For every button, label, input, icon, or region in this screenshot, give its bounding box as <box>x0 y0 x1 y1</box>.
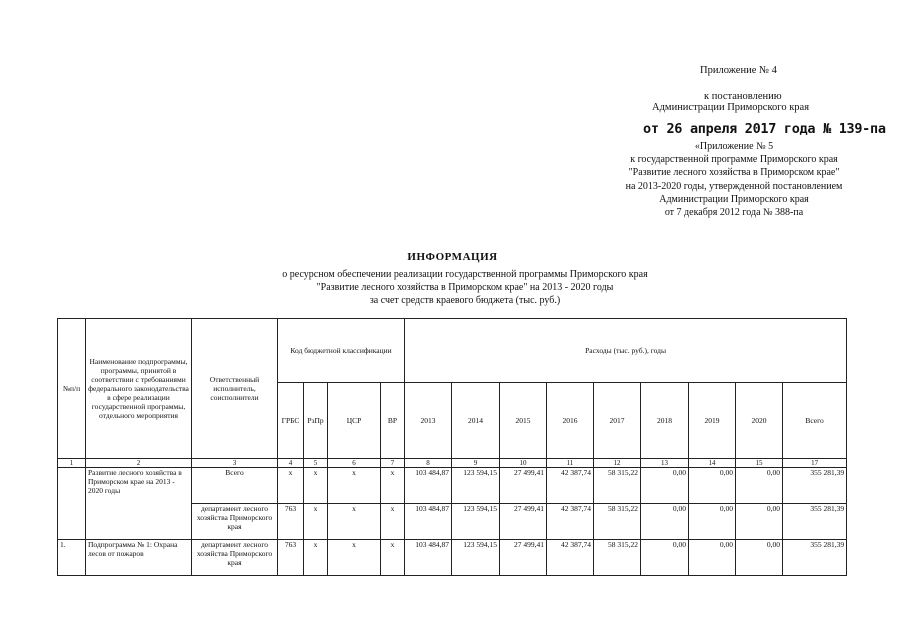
column-number-cell: 6 <box>328 459 381 468</box>
col-header-expenses: Расходы (тыс. руб.), годы <box>405 319 847 383</box>
appendix5-line: от 7 декабря 2012 года № 388-па <box>664 207 804 219</box>
appendix5-line: «Приложение № 5 <box>694 141 774 152</box>
col-header-year: 2015 <box>500 383 547 459</box>
resource-table <box>57 318 847 576</box>
row-year-value: 0,00 <box>641 540 689 576</box>
row-number: 1. <box>58 540 86 576</box>
col-header-year: 2014 <box>452 383 500 459</box>
row-year-value: 0,00 <box>641 468 689 504</box>
row-vr: х <box>381 504 405 540</box>
appendix5-line: к государственной программе Приморского края <box>630 154 838 166</box>
row-rzpr: х <box>304 468 328 504</box>
row-number <box>58 468 86 540</box>
subtitle-line: за счет средств краевого бюджета (тыс. руб.) <box>369 295 561 306</box>
row-year-value: 0,00 <box>641 504 689 540</box>
row-year-value: 27 499,41 <box>500 540 547 576</box>
column-number-cell: 10 <box>500 459 547 468</box>
appendix5-line: "Развитие лесного хозяйства в Приморском крае" <box>628 167 840 179</box>
column-number-cell: 1 <box>58 459 86 468</box>
col-header-year: 2016 <box>547 383 594 459</box>
column-number-cell: 11 <box>547 459 594 468</box>
to-decree-label: к постановлению <box>704 91 782 102</box>
row-year-value: 27 499,41 <box>500 468 547 504</box>
column-number-cell: 5 <box>304 459 328 468</box>
col-header-num: №п/п <box>58 319 86 459</box>
column-number-cell: 7 <box>381 459 405 468</box>
col-header-grbs: ГРБС <box>278 383 304 459</box>
column-number-row <box>58 459 847 468</box>
row-total: 355 281,39 <box>783 540 847 576</box>
row-total: 355 281,39 <box>783 504 847 540</box>
row-vr: х <box>381 468 405 504</box>
col-header-year: 2018 <box>641 383 689 459</box>
column-number-cell: 3 <box>192 459 278 468</box>
column-number-cell: 15 <box>736 459 783 468</box>
row-grbs: х <box>278 468 304 504</box>
row-csr: х <box>328 540 381 576</box>
decree-stamp: от 26 апреля 2017 года № 139-па <box>643 121 886 137</box>
row-responsible: департамент лесного хозяйства Приморского края <box>192 540 278 576</box>
row-year-value: 42 387,74 <box>547 540 594 576</box>
row-year-value: 58 315,22 <box>594 504 641 540</box>
row-rzpr: х <box>304 504 328 540</box>
column-number-cell: 13 <box>641 459 689 468</box>
row-year-value: 123 594,15 <box>452 540 500 576</box>
row-year-value: 0,00 <box>689 540 736 576</box>
appendix5-line: Администрации Приморского края <box>659 193 809 205</box>
document-subtitle <box>200 268 730 307</box>
row-year-value: 0,00 <box>736 468 783 504</box>
column-number-cell: 14 <box>689 459 736 468</box>
column-number-cell: 9 <box>452 459 500 468</box>
row-grbs: 763 <box>278 504 304 540</box>
row-year-value: 58 315,22 <box>594 468 641 504</box>
row-csr: х <box>328 468 381 504</box>
table-body <box>58 468 847 576</box>
row-grbs: 763 <box>278 540 304 576</box>
appendix5-block <box>590 140 878 219</box>
col-header-year: 2020 <box>736 383 783 459</box>
col-header-year: 2019 <box>689 383 736 459</box>
row-year-value: 103 484,87 <box>405 468 452 504</box>
column-number-cell: 2 <box>86 459 192 468</box>
appendix5-line: на 2013-2020 годы, утвержденной постановлением <box>625 180 843 192</box>
row-year-value: 0,00 <box>689 468 736 504</box>
row-year-value: 42 387,74 <box>547 504 594 540</box>
row-year-value: 103 484,87 <box>405 540 452 576</box>
row-year-value: 0,00 <box>689 504 736 540</box>
row-year-value: 0,00 <box>736 540 783 576</box>
col-header-vr: ВР <box>381 383 405 459</box>
row-total: 355 281,39 <box>783 468 847 504</box>
col-header-responsible: Ответственный исполнитель, соисполнители <box>192 319 278 459</box>
row-name: Развитие лесного хозяйства в Приморском крае на 2013 - 2020 годы <box>86 468 192 540</box>
table-row <box>58 468 847 504</box>
col-header-year: 2013 <box>405 383 452 459</box>
row-vr: х <box>381 540 405 576</box>
document-title: ИНФОРМАЦИЯ <box>407 251 498 263</box>
row-year-value: 123 594,15 <box>452 468 500 504</box>
row-name: Подпрограмма № 1: Охрана лесов от пожаров <box>86 540 192 576</box>
col-header-csr: ЦСР <box>328 383 381 459</box>
appendix-label: Приложение № 4 <box>700 65 777 76</box>
row-rzpr: х <box>304 540 328 576</box>
col-header-year: 2017 <box>594 383 641 459</box>
col-header-total: Всего <box>783 383 847 459</box>
col-header-name: Наименование подпрограммы, программы, принятой в соответствии с требованиями федерального законодательства в сфере реализации государственной программы, отдельного мероприятия <box>86 319 192 459</box>
column-number-cell: 17 <box>783 459 847 468</box>
row-year-value: 42 387,74 <box>547 468 594 504</box>
col-header-kbk: Код бюджетной классификации <box>278 319 405 383</box>
row-year-value: 123 594,15 <box>452 504 500 540</box>
row-year-value: 58 315,22 <box>594 540 641 576</box>
column-number-cell: 12 <box>594 459 641 468</box>
subtitle-line: о ресурсном обеспечении реализации государственной программы Приморского края <box>282 269 648 280</box>
table-row <box>58 540 847 576</box>
column-number-cell: 8 <box>405 459 452 468</box>
row-year-value: 0,00 <box>736 504 783 540</box>
row-responsible: департамент лесного хозяйства Приморского края <box>192 504 278 540</box>
row-responsible: Всего <box>192 468 278 504</box>
row-csr: х <box>328 504 381 540</box>
administration-label: Администрации Приморского края <box>652 102 810 113</box>
col-header-rzpr: РзПр <box>304 383 328 459</box>
row-year-value: 27 499,41 <box>500 504 547 540</box>
column-number-cell: 4 <box>278 459 304 468</box>
row-year-value: 103 484,87 <box>405 504 452 540</box>
subtitle-line: "Развитие лесного хозяйства в Приморском крае" на 2013 - 2020 годы <box>316 282 614 293</box>
